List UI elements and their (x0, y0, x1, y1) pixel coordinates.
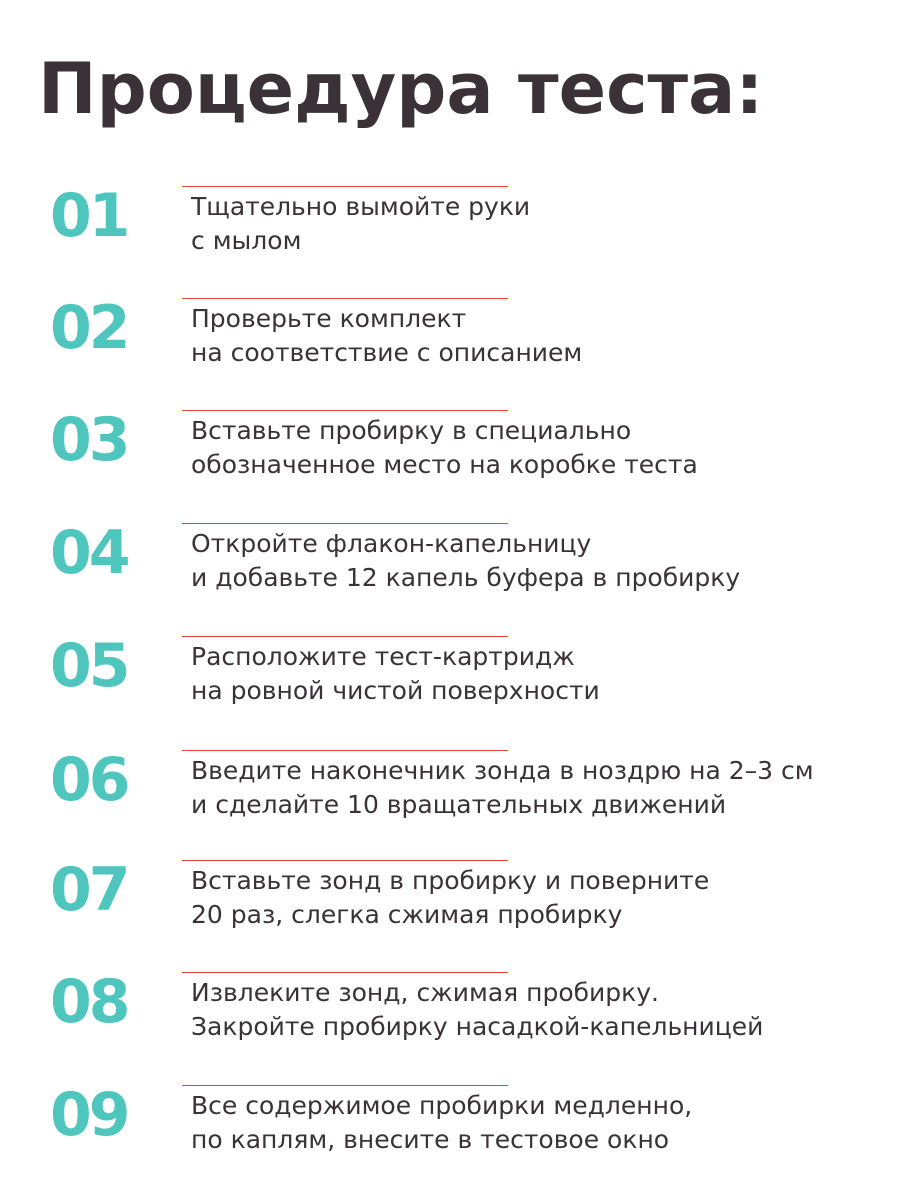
step-divider (182, 298, 508, 299)
step-item (0, 967, 900, 1084)
step-number: 05 (50, 631, 128, 701)
step-divider (182, 636, 508, 637)
step-number: 06 (50, 745, 128, 815)
step-number: 01 (50, 181, 128, 251)
step-text-line-1: Тщательно вымойте руки (191, 192, 531, 221)
step-text-line-2: на соответствие с описанием (191, 338, 583, 367)
step-item (0, 405, 900, 522)
step-text-line-1: Откройте флакон-капельницу (191, 529, 592, 558)
step-description (191, 414, 698, 482)
step-item (0, 1080, 900, 1197)
step-description (191, 640, 600, 708)
step-item (0, 631, 900, 748)
step-text-line-1: Введите наконечник зонда в ноздрю на 2–3 см (191, 756, 814, 785)
step-divider (182, 1085, 508, 1086)
step-number: 09 (50, 1080, 128, 1150)
step-description (191, 976, 763, 1044)
step-description (191, 864, 709, 932)
step-item (0, 518, 900, 635)
step-text-line-2: Закройте пробирку насадкой-капельницей (191, 1012, 764, 1041)
step-number: 03 (50, 405, 128, 475)
step-item (0, 855, 900, 972)
step-description (191, 527, 740, 595)
step-divider (182, 523, 508, 524)
step-text-line-1: Вставьте пробирку в специально (191, 416, 632, 445)
step-number: 08 (50, 967, 128, 1037)
step-divider (182, 186, 508, 187)
step-text-line-1: Проверьте комплект (191, 304, 467, 333)
step-text-line-2: и добавьте 12 капель буфера в пробирку (191, 563, 741, 592)
step-description (191, 190, 530, 258)
step-text-line-2: 20 раз, слегка сжимая пробирку (191, 900, 623, 929)
step-item (0, 745, 900, 862)
step-divider (182, 750, 508, 751)
step-number: 07 (50, 855, 128, 925)
step-text-line-2: по каплям, внесите в тестовое окно (191, 1125, 670, 1154)
step-text-line-2: обозначенное место на коробке теста (191, 450, 698, 479)
step-description (191, 302, 582, 370)
step-divider (182, 860, 508, 861)
page-title: Процедура теста: (38, 48, 764, 130)
step-number: 02 (50, 293, 128, 363)
step-number: 04 (50, 518, 128, 588)
step-text-line-2: и сделайте 10 вращательных движений (191, 790, 727, 819)
step-description (191, 1089, 692, 1157)
step-text-line-1: Расположите тест-картридж (191, 642, 575, 671)
step-divider (182, 410, 508, 411)
step-text-line-2: на ровной чистой поверхности (191, 676, 600, 705)
step-description (191, 754, 814, 822)
step-divider (182, 972, 508, 973)
step-text-line-1: Все содержимое пробирки медленно, (191, 1091, 693, 1120)
step-text-line-2: с мылом (191, 226, 302, 255)
step-item (0, 181, 900, 298)
step-item (0, 293, 900, 410)
step-text-line-1: Вставьте зонд в пробирку и поверните (191, 866, 710, 895)
step-text-line-1: Извлеките зонд, сжимая пробирку. (191, 978, 660, 1007)
